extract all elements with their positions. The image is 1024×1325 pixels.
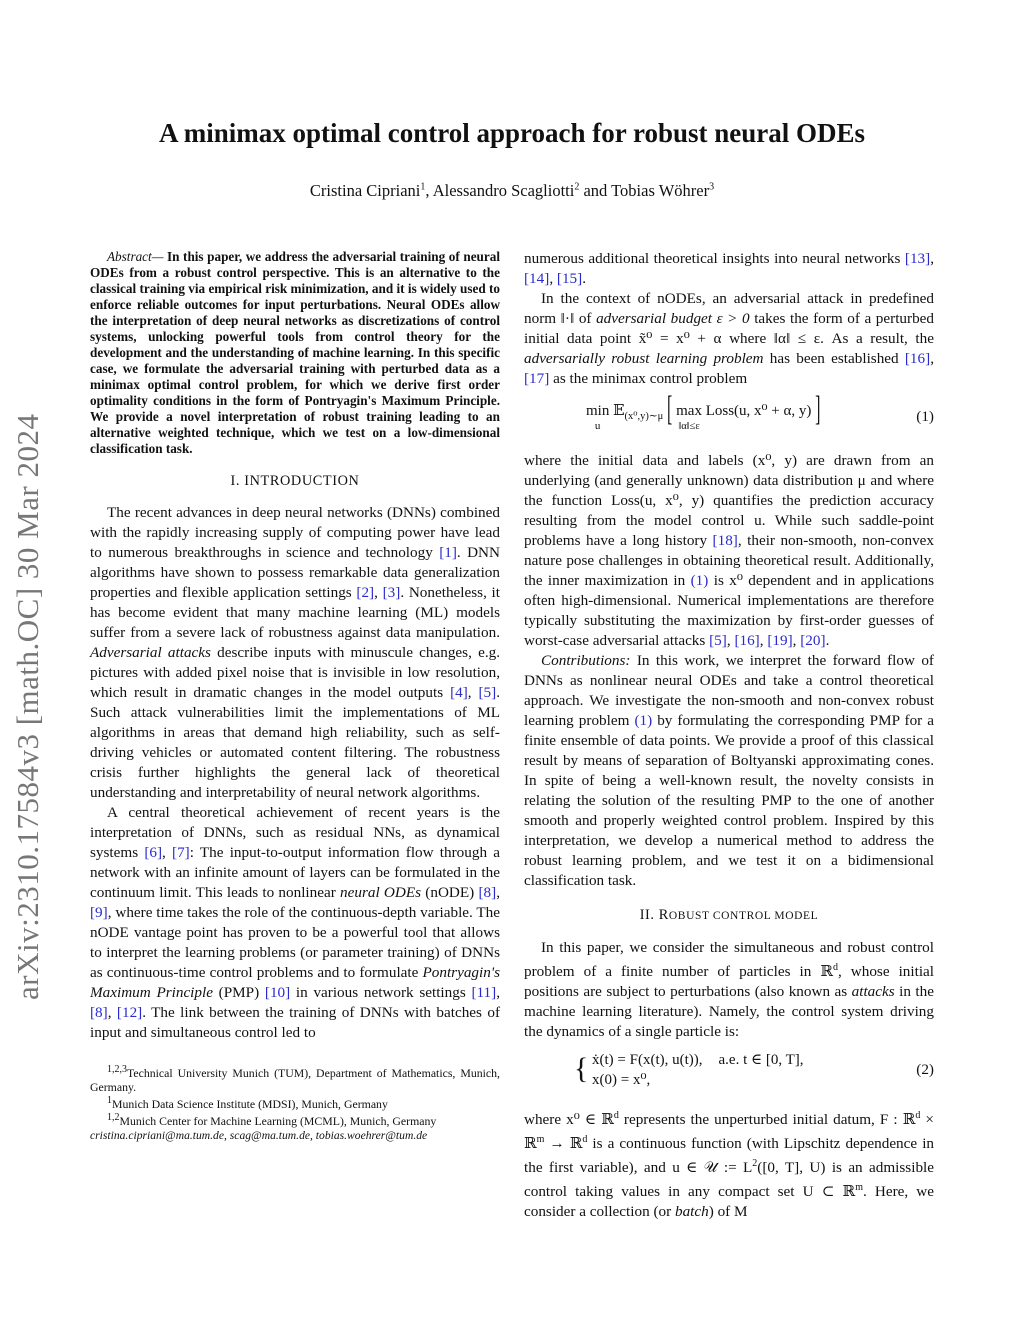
citation-link[interactable]: [16] xyxy=(904,350,931,367)
author-name: Alessandro Scagliotti xyxy=(432,181,575,200)
equation-number: (1) xyxy=(916,408,934,425)
citation-link[interactable]: [3] xyxy=(382,584,401,601)
affiliation-mark: 1 xyxy=(420,181,426,193)
citation-link[interactable]: [16] xyxy=(734,632,760,649)
footnotes xyxy=(90,1063,500,1143)
separator: , xyxy=(425,181,433,200)
equation-link[interactable]: (1) xyxy=(634,712,653,729)
author-list xyxy=(0,181,1024,201)
citation-link[interactable]: [2] xyxy=(356,584,375,601)
citation-link[interactable]: [13] xyxy=(904,250,931,267)
equation-body: min $^u$ 𝔼$_{(x^0,y)\sim\mu}$ [ max $^{‖\alpha‖\le\varepsilon}$ Loss(u, x⁰ + α, y) ] xyxy=(586,391,821,432)
citation-link[interactable]: [17] xyxy=(524,370,550,387)
paragraph: numerous additional theoretical insights into neural networks [13], [14], [15]. xyxy=(524,250,934,287)
arxiv-identifier: arXiv:2310.17584v3 [math.OC] 30 Mar 2024 xyxy=(10,413,45,1000)
affiliation-mark: 2 xyxy=(574,181,580,193)
paragraph: In the context of nODEs, an adversarial attack in predefined norm ‖·‖ of adversarial budget ε > 0 takes the form of a perturbed initial data point x̃⁰ = x⁰ + α where ‖α‖ ≤ ε. As a result, the adversarially robust learning problem has been established [16], [17] as the minimax control problem xyxy=(524,290,934,387)
equation-link[interactable]: (1) xyxy=(690,572,709,589)
author-name: Cristina Cipriani xyxy=(309,181,421,200)
citation-link[interactable]: [12] xyxy=(116,1004,143,1021)
paragraph: The recent advances in deep neural networks (DNNs) combined with the rapidly increasing supply of computing power have lead to numerous breakthroughs in science and technology [1]. DNN algorithms have shown to possess remarkable data generalization properties and flexible application settings [2], [3]. Nonetheless, it has become evident that many machine learning (ML) models suffer from a severe lack of robustness against data manipulation. Adversarial attacks describe inputs with minuscule changes, e.g. pictures with added pixel noise that is invisible in low resolution, which result in dramatic changes in the model outputs [4], [5]. Such attack vulnerabilities limit the implementations of ML algorithms in areas that demand high reliability, such as self-driving vehicles or automated content filtering. The robustness crisis further highlights the general lack of theoretical understanding and interpretability of neural network algorithms. xyxy=(90,504,501,801)
section-heading: I. INTRODUCTION xyxy=(230,473,360,489)
citation-link[interactable]: [18] xyxy=(712,532,738,549)
abstract-label: Abstract— xyxy=(107,249,164,264)
footnote: $^{1,2}$Munich Center for Machine Learning (MCML), Munich, Germany xyxy=(107,1111,437,1128)
paragraph: In this paper, we consider the simultaneous and robust control problem of a finite number of particles in ℝ$^d$, whose initial positions are subject to perturbations (also known as attacks in the machine learning literature). Namely, the control system driving the dynamics of a single particle is: xyxy=(524,939,934,1041)
left-column xyxy=(90,249,500,1143)
paper-title: A minimax optimal control approach for robust neural ODEs xyxy=(158,118,866,148)
citation-link[interactable]: [8] xyxy=(478,884,497,901)
equation-2 xyxy=(524,1048,934,1102)
abstract-text: In this paper, we address the adversarial training of neural ODEs from a robust control perspective. This is an alternative to the classical training via empirical risk minimization, and it is widely used to enforce reliable outcomes for input perturbations. Neural ODEs allow the interpretation of deep neural networks as discretizations of control systems, unlocking powerful tools from control theory for the development and the understanding of machine learning. In this specific case, we formulate the adversarial training with perturbed data as a minimax optimal control problem, for which we derive first order optimality conditions in the form of Pontryagin's Maximum Principle. We provide a novel interpretation of robust training leading to an alternative weighted technique, which we test on a low-dimensional classification task. xyxy=(90,249,500,456)
citation-link[interactable]: [8] xyxy=(90,1004,108,1021)
author-name: Tobias Wöhrer xyxy=(611,181,710,200)
abstract xyxy=(90,249,500,457)
author-emails: cristina.cipriani@ma.tum.de, scag@ma.tum.de, tobias.woehrer@tum.de xyxy=(90,1128,428,1142)
footnote: $^{1,2,3}$Technical University Munich (TUM), Department of Mathematics, Munich, Germany. xyxy=(90,1064,500,1094)
equation-number: (2) xyxy=(916,1061,934,1079)
citation-link[interactable]: [6] xyxy=(144,844,163,861)
citation-link[interactable]: [20] xyxy=(800,632,826,649)
citation-link[interactable]: [11] xyxy=(471,984,497,1001)
equation-1 xyxy=(524,391,934,447)
affiliation-mark: 3 xyxy=(709,181,715,193)
equation-body: { ẋ(t) = F(x(t), u(t)), a.e. t ∈ [0, T], x(0) = x⁰, xyxy=(574,1052,804,1089)
citation-link[interactable]: [7] xyxy=(172,844,190,861)
right-column xyxy=(524,249,934,1222)
paragraph: where x⁰ ∈ ℝ$^d$ represents the unperturbed initial datum, F : ℝ$^d$ × ℝ$^m$ → ℝ$^d$ is a continuous function (with Lipschitz dependence in the first variable), and u ∈ 𝒰 := $L^2([0$, T], U) is an admissible control taking values in any compact set U ⊂ ℝ$^m$. Here, we consider a collection (or batch) of M xyxy=(524,1110,935,1221)
citation-link[interactable]: [4] xyxy=(450,684,468,701)
separator: and xyxy=(579,181,612,200)
citation-link[interactable]: [14] xyxy=(524,270,550,287)
citation-link[interactable]: [5] xyxy=(709,632,727,649)
paragraph: Contributions: In this work, we interpret the forward flow of DNNs as nonlinear neural ODEs and take a control theoretical approach. We investigate the non-smooth and non-convex robust learning problem (1) by formulating the corresponding PMP for a finite ensemble of data points. We provide a proof of this classical result by means of separation of Boltyanski approximating cones. In spite of being a well-known result, the novelty consists in relating the solution of the resulting PMP to the one of another smooth and properly weighted control problem. Inspired by this interpretation, we develop a numerical method to address the robust learning problem, and we test it on a bidimensional classification task. xyxy=(524,652,934,889)
citation-link[interactable]: [15] xyxy=(556,270,583,287)
paragraph: where the initial data and labels (x⁰, y) are drawn from an underlying (and generally unknown) data distribution μ and where the function Loss(u, x⁰, y) quantifies the prediction accuracy resulting from the model control u. While such saddle-point problems have a long history [18], their non-smooth, non-convex nature pose challenges in obtaining theoretical result. Additionally, the inner maximization in (1) is x⁰ dependent and in applications often high-dimensional. Numerical implementations are therefore typically substituting the maximization by first-order guesses of worst-case adversarial attacks [5], [16], [19], [20]. xyxy=(524,452,934,649)
citation-link[interactable]: [10] xyxy=(264,984,291,1001)
footnote: $^1$Munich Data Science Institute (MDSI), Munich, Germany xyxy=(107,1094,388,1111)
paragraph: A central theoretical achievement of recent years is the interpretation of DNNs, such as residual NNs, as dynamical systems [6], [7]: The input-to-output information flow through a network with an infinite amount of layers can be formulated in the continuum limit. This leads to nonlinear neural ODEs (nODE) [8], [9], where time takes the role of the continuous-depth variable. The nODE vantage point has proven to be a powerful tool that allows to interpret the learning problems (or parameter training) of DNNs as continuous-time control problems and to formulate Pontryagin's Maximum Principle (PMP) [10] in various network settings [11], [8], [12]. The link between the training of DNNs with batches of input and simultaneous control led to xyxy=(90,804,501,1041)
citation-link[interactable]: [9] xyxy=(90,904,108,921)
citation-link[interactable]: [19] xyxy=(767,632,793,649)
section-heading: II. ROBUST CONTROL MODEL xyxy=(639,907,819,923)
citation-link[interactable]: [1] xyxy=(439,544,457,561)
citation-link[interactable]: [5] xyxy=(478,684,497,701)
